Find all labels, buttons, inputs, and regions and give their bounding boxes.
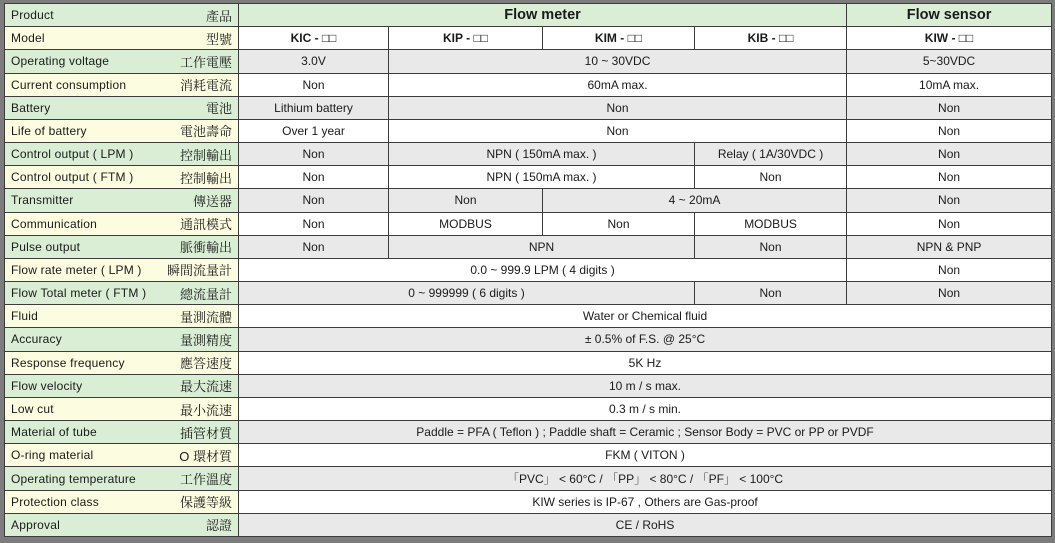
row-label-en: Control output ( FTM ) [11,170,134,185]
table-cell: Non [389,189,543,212]
table-cell: Non [239,212,389,235]
table-cell: NPN ( 150mA max. ) [389,143,695,166]
row-label-cn: 傳送器 [192,193,232,209]
row-label-operating-temperature [5,467,239,490]
table-row-fluid [5,305,1052,328]
table-cell: Non [239,73,389,96]
row-label-en: Operating voltage [11,54,110,69]
table-cell: Non [239,166,389,189]
row-label-material-of-tube [5,421,239,444]
table-cell: 4 ~ 20mA [543,189,847,212]
row-label-o-ring-material [5,444,239,467]
row-label-en: Fluid [11,309,39,324]
column-header-flow-sensor: Flow sensor [847,4,1052,27]
row-label-cn: 最大流速 [179,379,232,395]
table-cell: NPN [389,235,695,258]
row-label-en: Flow Total meter ( FTM ) [11,286,147,301]
row-label-en: Control output ( LPM ) [11,147,134,162]
table-cell: Paddle = PFA ( Teflon ) ; Paddle shaft = Ceramic ; Sensor Body = PVC or PP or PVDF [239,421,1052,444]
row-label-low-cut [5,397,239,420]
row-label-en: Operating temperature [11,471,136,486]
table-cell: KIW series is IP-67 , Others are Gas-proof [239,490,1052,513]
table-row-material-of-tube [5,421,1052,444]
table-row-operating-voltage [5,50,1052,73]
table-cell: 10mA max. [847,73,1052,96]
table-cell: Non [847,96,1052,119]
table-cell: Non [847,282,1052,305]
table-cell: Non [847,166,1052,189]
table-cell: NPN ( 150mA max. ) [389,166,695,189]
row-label-life-of-battery [5,119,239,142]
table-cell: 60mA max. [389,73,847,96]
spec-table [4,3,1052,537]
row-label-operating-voltage [5,50,239,73]
row-label-en: Product [11,8,54,23]
row-label-cn: 控制輸出 [179,147,232,163]
row-label-en: Flow velocity [11,378,83,393]
table-cell: Over 1 year [239,119,389,142]
table-cell: Non [389,119,847,142]
row-label-cn: 量測精度 [179,332,232,348]
row-label-cn: 控制輸出 [179,170,232,186]
row-label-cn: 總流量計 [179,286,232,302]
table-cell: Non [695,282,847,305]
row-label-en: Approval [11,517,60,532]
table-cell: Non [389,96,847,119]
table-row-flow-total-meter [5,282,1052,305]
table-cell: Non [239,143,389,166]
row-label-en: Accuracy [11,332,62,347]
table-cell: FKM ( VITON ) [239,444,1052,467]
table-row-model [5,27,1052,50]
model-cell-kic: KIC - □□ [239,27,389,50]
table-cell: 3.0V [239,50,389,73]
table-cell: 0.3 m / s min. [239,397,1052,420]
table-row-response-frequency [5,351,1052,374]
table-cell: Water or Chemical fluid [239,305,1052,328]
row-label-cn: 保護等級 [179,495,232,511]
table-row-battery [5,96,1052,119]
table-cell: Non [847,119,1052,142]
table-cell: ± 0.5% of F.S. @ 25°C [239,328,1052,351]
row-label-en: Communication [11,216,97,231]
table-row-life-of-battery [5,119,1052,142]
table-cell: MODBUS [695,212,847,235]
row-label-en: Flow rate meter ( LPM ) [11,262,142,277]
row-label-cn: 型號 [205,31,232,47]
model-cell-kib: KIB - □□ [695,27,847,50]
row-label-en: Transmitter [11,193,74,208]
table-cell: Non [847,258,1052,281]
row-label-cn: 最小流速 [179,402,232,418]
table-cell: 「PVC」 < 60°C / 「PP」 < 80°C / 「PF」 < 100°C [239,467,1052,490]
row-label-control-output-lpm [5,143,239,166]
table-row-pulse-output [5,235,1052,258]
row-label-cn: 通訊模式 [179,217,232,233]
row-label-approval [5,513,239,536]
row-label-model [5,27,239,50]
table-row-product [5,4,1052,27]
row-label-accuracy [5,328,239,351]
row-label-cn: 插管材質 [179,425,232,441]
table-row-communication [5,212,1052,235]
table-cell: Non [695,235,847,258]
row-label-cn: 消耗電流 [179,78,232,94]
row-label-protection-class [5,490,239,513]
table-row-operating-temperature [5,467,1052,490]
row-label-cn: 量測流體 [179,309,232,325]
row-label-en: Pulse output [11,239,81,254]
table-row-flow-velocity [5,374,1052,397]
row-label-en: Protection class [11,494,99,509]
model-cell-kip: KIP - □□ [389,27,543,50]
row-label-current-consumption [5,73,239,96]
table-row-low-cut [5,397,1052,420]
row-label-en: Model [11,31,45,46]
table-cell: 5K Hz [239,351,1052,374]
row-label-cn: 認證 [205,518,232,534]
table-cell: Lithium battery [239,96,389,119]
row-label-cn: O 環材質 [179,448,232,464]
model-cell-kiw: KIW - □□ [847,27,1052,50]
table-cell: MODBUS [389,212,543,235]
row-label-response-frequency [5,351,239,374]
table-cell: 0 ~ 999999 ( 6 digits ) [239,282,695,305]
row-label-cn: 工作電壓 [179,54,232,70]
table-row-control-output-lpm [5,143,1052,166]
table-row-o-ring-material [5,444,1052,467]
row-label-en: Material of tube [11,425,97,440]
row-label-cn: 瞬間流量計 [166,263,232,279]
row-label-cn: 工作溫度 [179,472,232,488]
row-label-transmitter [5,189,239,212]
row-label-cn: 電池壽命 [179,124,232,140]
table-cell: CE / RoHS [239,513,1052,536]
table-cell: Non [847,143,1052,166]
table-cell: Non [239,189,389,212]
table-row-flow-rate-meter [5,258,1052,281]
row-label-en: Current consumption [11,77,127,92]
row-label-pulse-output [5,235,239,258]
row-label-en: Low cut [11,402,54,416]
table-cell: Non [695,166,847,189]
row-label-flow-velocity [5,374,239,397]
table-row-transmitter [5,189,1052,212]
table-cell: 10 ~ 30VDC [389,50,847,73]
table-cell: NPN & PNP [847,235,1052,258]
table-row-accuracy [5,328,1052,351]
row-label-cn: 電池 [205,101,232,117]
table-cell: Non [543,212,695,235]
table-row-current-consumption [5,73,1052,96]
row-label-en: O-ring material [11,448,94,463]
table-cell: Non [239,235,389,258]
row-label-cn: 應答速度 [179,356,232,372]
row-label-flow-total-meter [5,282,239,305]
row-label-communication [5,212,239,235]
row-label-en: Life of battery [11,123,87,138]
table-cell: Non [847,189,1052,212]
row-label-cn: 脈衝輸出 [179,240,232,256]
row-label-en: Battery [11,100,51,115]
table-cell: 5~30VDC [847,50,1052,73]
row-label-battery [5,96,239,119]
table-row-protection-class [5,490,1052,513]
row-label-flow-rate-meter [5,258,239,281]
row-label-product [5,4,239,27]
table-row-control-output-ftm [5,166,1052,189]
row-label-control-output-ftm [5,166,239,189]
table-cell: 10 m / s max. [239,374,1052,397]
table-row-approval [5,513,1052,536]
row-label-en: Response frequency [11,355,125,370]
column-header-flow-meter: Flow meter [239,4,847,27]
model-cell-kim: KIM - □□ [543,27,695,50]
table-cell: 0.0 ~ 999.9 LPM ( 4 digits ) [239,258,847,281]
row-label-fluid [5,305,239,328]
table-cell: Non [847,212,1052,235]
row-label-cn: 產品 [205,8,232,24]
table-cell: Relay ( 1A/30VDC ) [695,143,847,166]
